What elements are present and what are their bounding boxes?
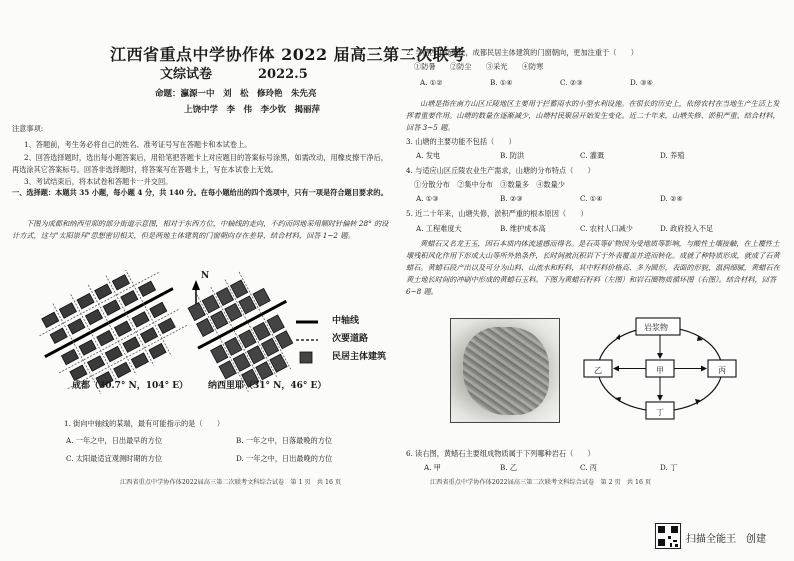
notice-heading: 注意事项:: [12, 124, 44, 133]
legend-building-label: 民居主体建筑: [332, 352, 387, 362]
q3-option-a: A. 发电: [416, 151, 441, 160]
q4-option-d: D. ②④: [660, 194, 683, 203]
node-bing-label: 丙: [718, 366, 726, 375]
q5-option-a: A. 工程难度大: [416, 224, 462, 233]
exam-date: 2022.5: [258, 67, 308, 82]
material-2: 山塘是指在南方山区丘陵地区主要用于拦蓄雨水的小型水利设施。在很长的历史上，依傍农村在当地生产生活上发挥着重要作用。山塘的数量在逐渐减少，山塘村民聚居开始发生变化。近二十年来，山塘失修、淤积严重、结合材料，回答 3~5 题。: [406, 99, 780, 132]
q5-option-c: C. 农村人口减少: [580, 224, 633, 233]
node-yi-label: 乙: [594, 366, 602, 375]
q2-option-d: D. ③④: [630, 78, 653, 87]
yellow-wax-stone-photo: [450, 318, 560, 423]
legend-axis-label: 中轴线: [332, 316, 360, 326]
qr-code-icon: [655, 523, 681, 549]
q1-option-d: D. 一年之中，日出最晚的方位: [236, 454, 333, 463]
node-ding-label: 丁: [656, 408, 664, 417]
q3-option-c: C. 灌溉: [580, 151, 605, 160]
q1-stem: 1. 街向中轴线的某端，最有可能指示的是（ ）: [64, 419, 225, 428]
scanner-watermark-text: 扫描全能王 创建: [686, 534, 766, 545]
q4-items: ①分散分布 ②集中分布 ③数量多 ④数量少: [414, 180, 565, 189]
q2-option-c: C. ②③: [560, 78, 583, 87]
chengdu-label: 成都（30.7° N，104° E）: [72, 381, 189, 391]
notice-3: 3、考试结束后，将本试卷和答题卡一并交回。: [24, 177, 173, 186]
q4-option-b: B. ②③: [500, 194, 523, 203]
material-3: 黄蜡石又名龙王玉，因石本质内体流速感而得名。是石英等矿物因为受地质等影响，与酸性土壤接触，在上覆性土壤残积风化作用下形成大山等所外热条件，长时间被沉积岩下于外表覆盖并进而转化。成就了种特质形成，就成了石黄蜡石。黄蜡石段产出以及可分为山料、山流水和籽料，其中籽料价格高、多为圆形，表面的形貌、温润细腻，黄蜡石在黄土地长时间的冲刷中形成的黄蜡石玉料。下图为黄蜡石籽料（左图）和岩石圈物质循环图（右图）。结合材料，回答 6~8 题。: [406, 239, 780, 296]
north-label: N: [201, 271, 210, 281]
legend-road-label: 次要道路: [332, 334, 369, 344]
q6-stem: 6. 读右图，黄蜡石主要组成物质属于下列哪种岩石（ ）: [406, 449, 595, 458]
material-1: 下图为成都和纳西里耶的部分街道示意图，相对于东西方位，中轴线的走向，不约而同地采用顺时针偏转 28° 的设计方式，这与"太阳崇拜"思想密切相关，但是两地主体建筑的门窗朝向存在差异，结合材料，回答 1~2 题。: [12, 219, 389, 240]
q3-stem: 3. 山塘的主要功能不包括（ ）: [406, 137, 516, 146]
q2-stem: 2. 与纳西里耶相比，成都民居主体建筑的门窗朝向，更加注重于（ ）: [406, 48, 638, 57]
q1-option-b: B. 一年之中，日落最晚的方位: [236, 436, 333, 445]
q3-option-d: D. 养殖: [660, 151, 685, 160]
right-page: [400, 0, 786, 561]
authors-line-2: 上饶中学 李 伟 李少钦 揭丽萍: [184, 105, 321, 115]
legend-building-swatch: [300, 352, 312, 363]
q5-stem: 5. 近二十年来，山塘失修，淤积严重的根本原因（ ）: [406, 209, 588, 218]
q2-option-a: A. ①②: [420, 78, 443, 87]
q6-option-a: A. 甲: [424, 463, 441, 472]
left-footer: 江西省重点中学协作体2022届高三第二次联考文科综合试卷 第 1 页 共 16 页: [120, 479, 342, 486]
node-magma-label: 岩浆物: [644, 323, 668, 332]
exam-subtitle: 文综试卷: [160, 67, 213, 82]
q2-items: ①防暑 ②防尘 ③采光 ④防寒: [414, 62, 544, 71]
notice-1: 1、答题前，考生务必将自己的姓名、准考证号写在答题卡和本试卷上。: [24, 140, 252, 149]
q4-stem: 4. 与适应山区丘陵农业生产需求，山塘的分布特点（ ）: [406, 166, 595, 175]
section-1-heading: 一、选择题：本题共 35 小题，每小题 4 分，共 140 分。在每小题给出的四个选项中，只有一项是符合题目要求的。: [12, 188, 388, 197]
authors-line-1: 命题：瀛源一中 刘 松 修玲艳 朱先亮: [155, 89, 317, 99]
q5-option-d: D. 政府投入不足: [660, 224, 714, 233]
q3-option-b: B. 防洪: [500, 151, 525, 160]
right-footer: 江西省重点中学协作体2022届高三第二次联考文科综合试卷 第 2 页 共 16 页: [430, 479, 652, 486]
q5-option-b: B. 维护成本高: [500, 224, 546, 233]
q4-option-c: C. ①④: [580, 194, 603, 203]
exam-title: 江西省重点中学协作体 2022 届高三第二次联考: [110, 45, 466, 64]
q6-option-b: B. 乙: [500, 463, 518, 472]
notice-2: 2、回答选择题时，选出每小题答案后，用铅笔把答题卡上对应题目的答案标号涂黑，如需改动，用橡皮擦干净后，再选涂其它答案标号。回答非选择题时，将答案写在答题卡上，写在本试卷上无效。: [12, 153, 388, 174]
q2-option-b: B. ①④: [490, 78, 513, 87]
node-jia-label: 甲: [656, 366, 664, 375]
q6-option-c: C. 丙: [580, 463, 597, 472]
q1-option-c: C. 太阳最适宜观测时期的方位: [66, 454, 163, 463]
q1-option-a: A. 一年之中，日出最早的方位: [66, 436, 163, 445]
q6-option-d: D. 丁: [660, 463, 678, 472]
q4-option-a: A. ①③: [416, 194, 439, 203]
nasiriyah-label: 纳西里耶（31° N，46° E）: [208, 381, 327, 391]
stone-texture: [463, 327, 549, 415]
